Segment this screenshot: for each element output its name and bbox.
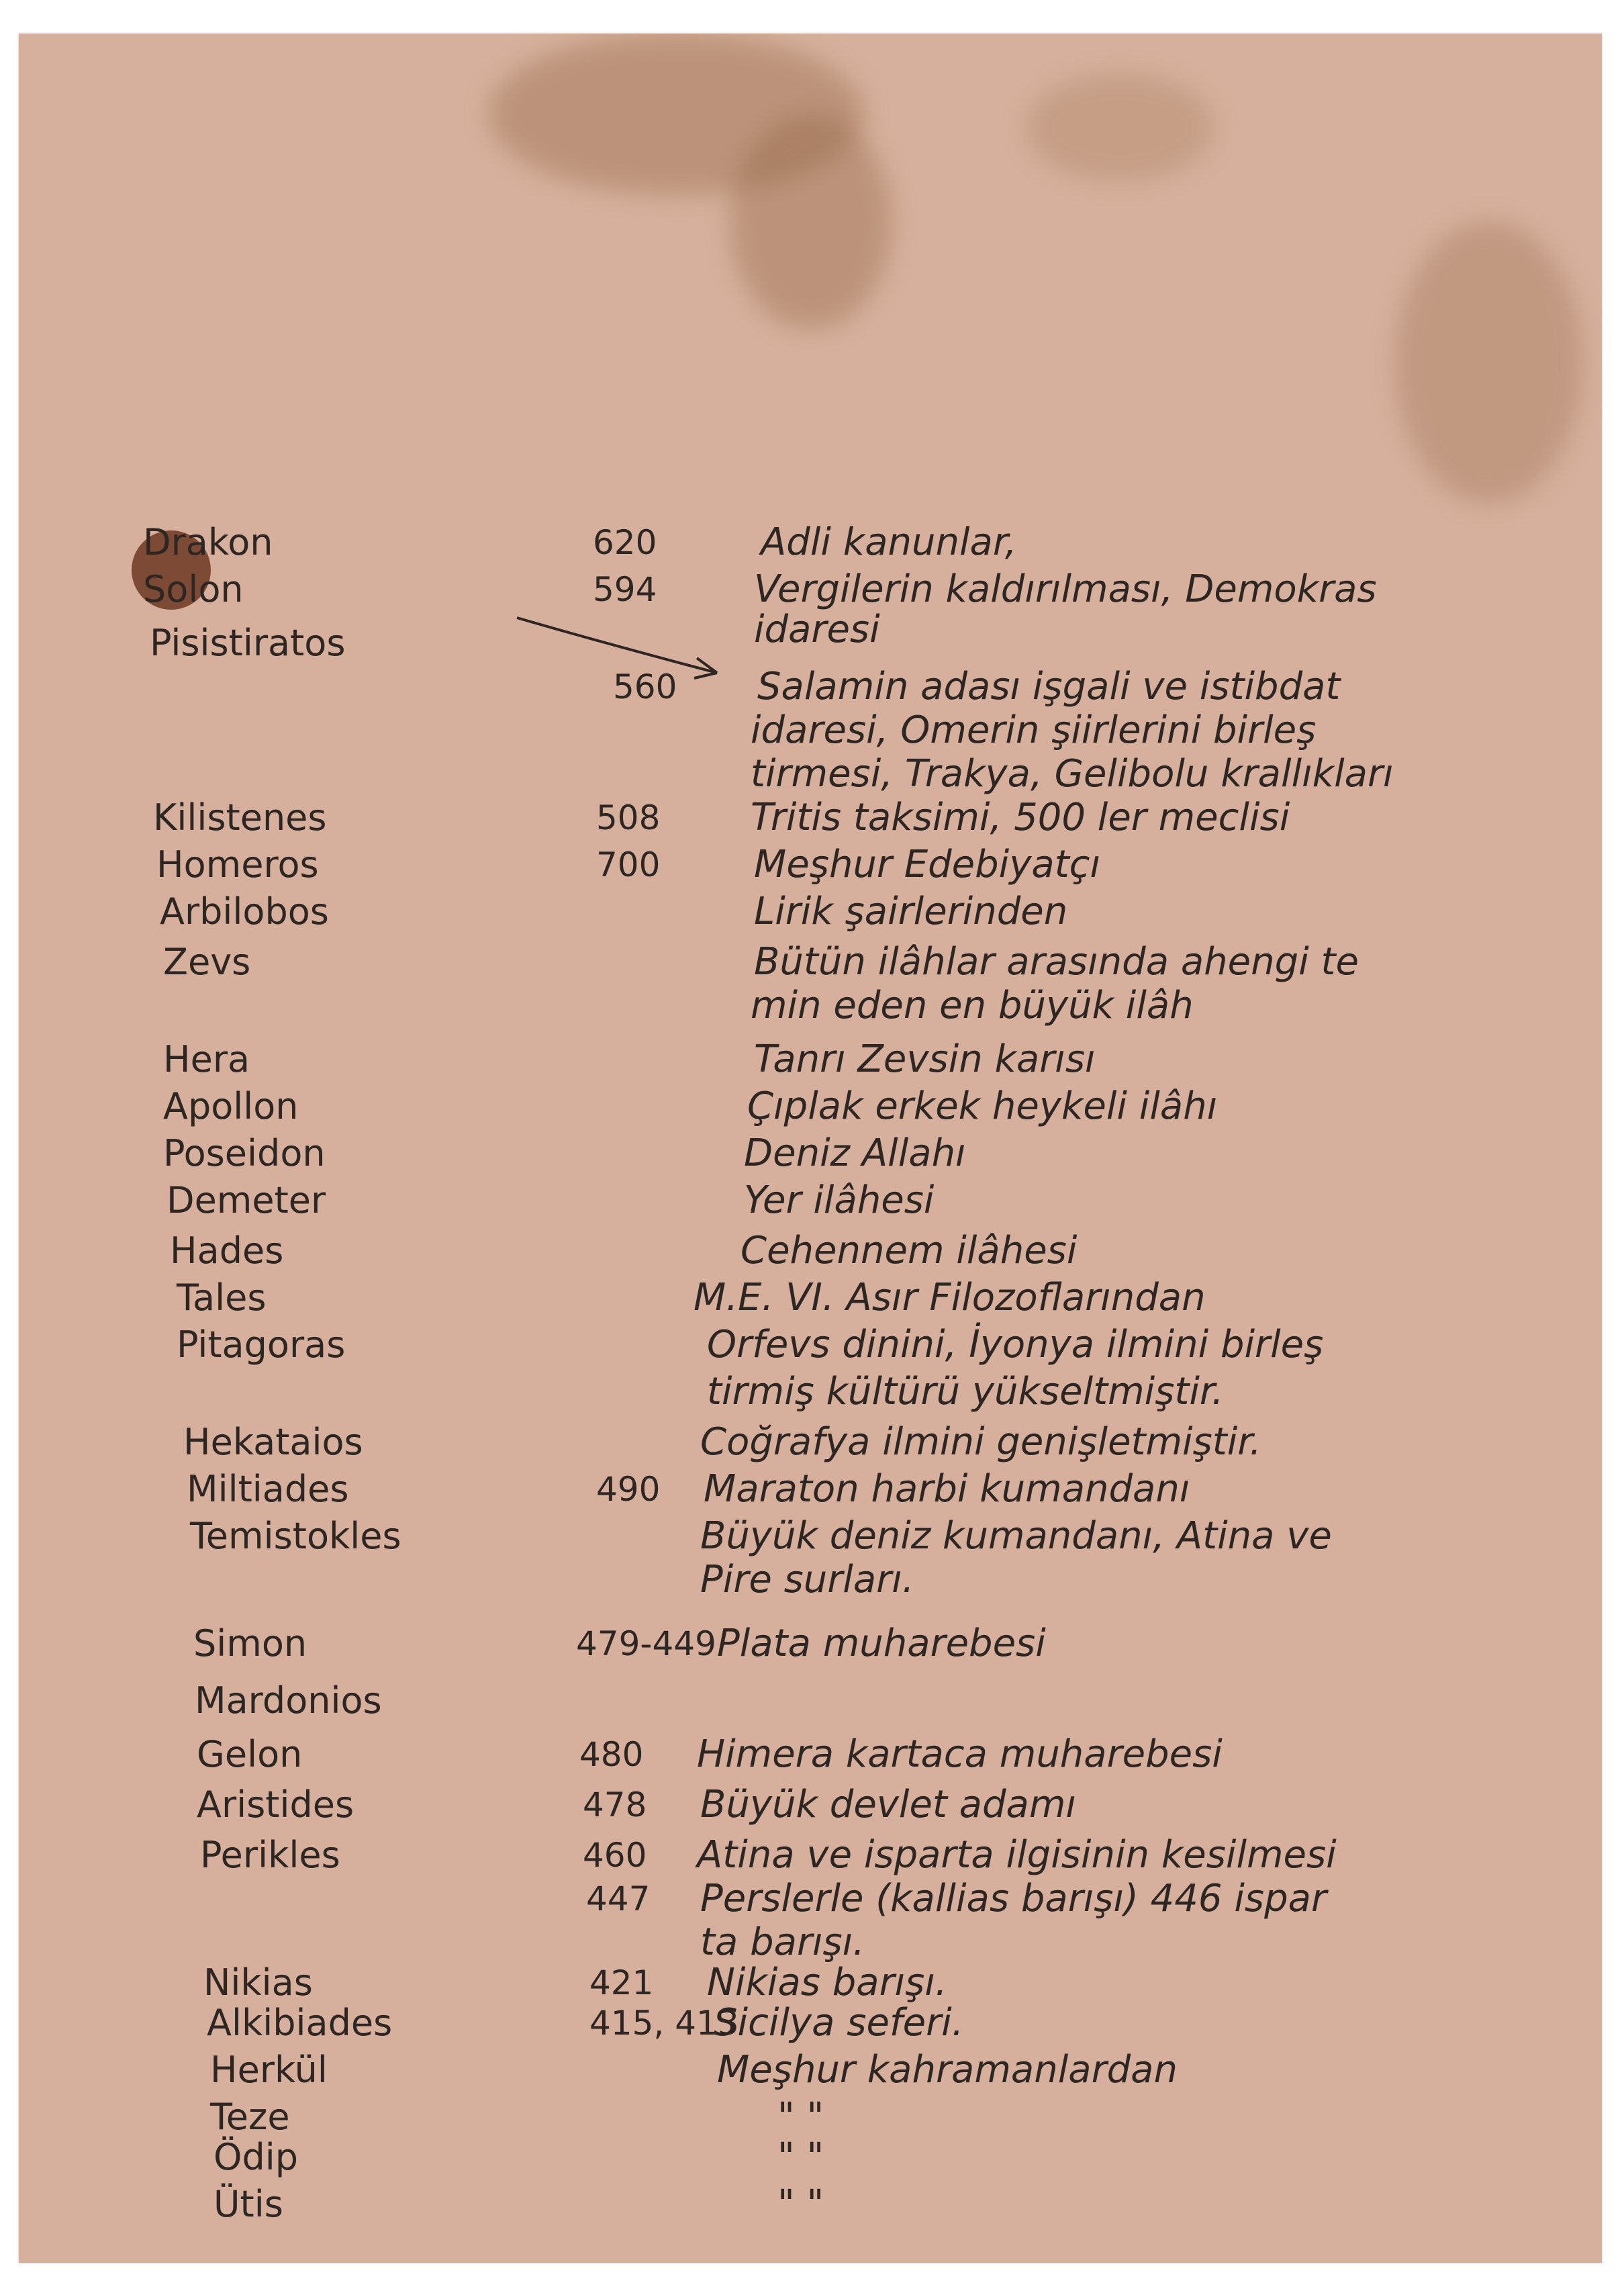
entry-name: Hades xyxy=(170,1229,284,1272)
entry-description: Tanrı Zevsin karısı xyxy=(754,1037,1096,1081)
entry-description: " " xyxy=(777,2095,824,2139)
entry-description: Himera kartaca muharebesi xyxy=(697,1732,1223,1776)
entry-name: Kilistenes xyxy=(153,796,327,839)
entry-description: Büyük deniz kumandanı, Atina ve xyxy=(700,1514,1332,1558)
entry-description: Coğrafya ilmini genişletmiştir. xyxy=(700,1420,1261,1464)
entry-name: Alkibiades xyxy=(207,2002,393,2044)
entry-name: Ütis xyxy=(213,2183,283,2225)
entry-name: Aristides xyxy=(197,1783,354,1826)
entry-name: Demeter xyxy=(166,1179,326,1221)
entry-year: 447 xyxy=(586,1879,651,1918)
handwritten-page xyxy=(19,34,1602,2263)
entry-name: Ödip xyxy=(213,2136,299,2178)
entry-name: Zevs xyxy=(163,941,251,983)
entry-description: Pire surları. xyxy=(700,1558,914,1601)
entry-name: Temistokles xyxy=(190,1515,401,1557)
entry-description: Adli kanunlar, xyxy=(761,520,1017,564)
entry-description: Deniz Allahı xyxy=(744,1131,966,1175)
entry-name: Homeros xyxy=(156,843,319,886)
entry-description: Lirik şairlerinden xyxy=(754,890,1068,933)
entry-name: Mardonios xyxy=(195,1679,382,1722)
entry-name: Gelon xyxy=(197,1733,303,1775)
entry-name: Pitagoras xyxy=(177,1323,346,1366)
entry-name: Drakon xyxy=(143,521,273,563)
entry-year: 700 xyxy=(596,845,661,884)
water-stain xyxy=(1395,222,1583,504)
entry-description: M.E. VI. Asır Filozoflarından xyxy=(694,1276,1206,1319)
entry-description: Meşhur Edebiyatçı xyxy=(754,843,1101,886)
entry-description: Orfevs dinini, İyonya ilmini birleş xyxy=(707,1323,1324,1366)
entry-description: Büyük devlet adamı xyxy=(700,1783,1076,1826)
entry-name: Solon xyxy=(143,568,244,610)
entry-year: 421 xyxy=(589,1963,654,2002)
entry-description: tirmesi, Trakya, Gelibolu krallıkları xyxy=(751,752,1394,796)
entry-name: Perikles xyxy=(200,1834,340,1876)
entry-description: Sicilya seferi. xyxy=(714,2001,964,2045)
entry-description: " " xyxy=(777,2182,824,2226)
entry-year: 620 xyxy=(593,523,657,562)
entry-name: Tales xyxy=(177,1276,267,1319)
entry-name: Hekataios xyxy=(183,1421,363,1463)
entry-description: idaresi, Omerin şiirlerini birleş xyxy=(751,708,1317,752)
entry-description: Cehennem ilâhesi xyxy=(741,1229,1078,1272)
entry-name: Miltiades xyxy=(187,1468,349,1510)
entry-year: 478 xyxy=(583,1785,647,1824)
entry-year: 508 xyxy=(596,798,661,837)
entry-year: 479-449 xyxy=(576,1624,716,1663)
entry-description: min eden en büyük ilâh xyxy=(751,984,1194,1027)
entry-description: Meşhur kahramanlardan xyxy=(717,2048,1178,2092)
entry-description: Plata muharebesi xyxy=(717,1622,1046,1665)
entry-description: Salamin adası işgali ve istibdat xyxy=(757,665,1341,708)
entry-name: Pisistiratos xyxy=(150,622,346,664)
entry-description: tirmiş kültürü yükseltmiştir. xyxy=(707,1370,1224,1413)
entry-year: 594 xyxy=(593,570,657,609)
entry-year: 480 xyxy=(579,1735,644,1774)
entry-name: Simon xyxy=(193,1622,307,1665)
entry-name: Apollon xyxy=(163,1085,299,1127)
entry-year: 415, 413 xyxy=(589,2004,739,2043)
entry-name: Herkül xyxy=(210,2049,328,2091)
entry-description: Tritis taksimi, 500 ler meclisi xyxy=(751,796,1290,839)
entry-year: 460 xyxy=(583,1836,647,1875)
entry-description: ta barışı. xyxy=(700,1920,865,1964)
entry-description: Atina ve isparta ilgisinin kesilmesi xyxy=(697,1833,1337,1877)
entry-description: idaresi xyxy=(754,608,880,651)
entry-description: Vergilerin kaldırılması, Demokras xyxy=(754,567,1377,611)
entry-description: Maraton harbi kumandanı xyxy=(704,1467,1190,1511)
entry-description: Bütün ilâhlar arasında ahengi te xyxy=(754,940,1359,984)
entry-description: Yer ilâhesi xyxy=(744,1178,935,1222)
entry-name: Hera xyxy=(163,1038,250,1080)
water-stain xyxy=(1026,74,1214,181)
entry-name: Teze xyxy=(210,2096,290,2138)
entry-description: " " xyxy=(777,2135,824,2179)
entry-description: Nikias barışı. xyxy=(707,1961,947,2004)
entry-description: Perslerle (kallias barışı) 446 ispar xyxy=(700,1877,1327,1920)
entry-name: Poseidon xyxy=(163,1132,326,1174)
entry-year: 560 xyxy=(613,667,677,706)
entry-name: Arbilobos xyxy=(160,890,329,933)
entry-name: Nikias xyxy=(203,1961,313,2004)
entry-description: Çıplak erkek heykeli ilâhı xyxy=(747,1084,1218,1128)
entry-year: 490 xyxy=(596,1470,661,1509)
water-stain xyxy=(730,114,892,329)
